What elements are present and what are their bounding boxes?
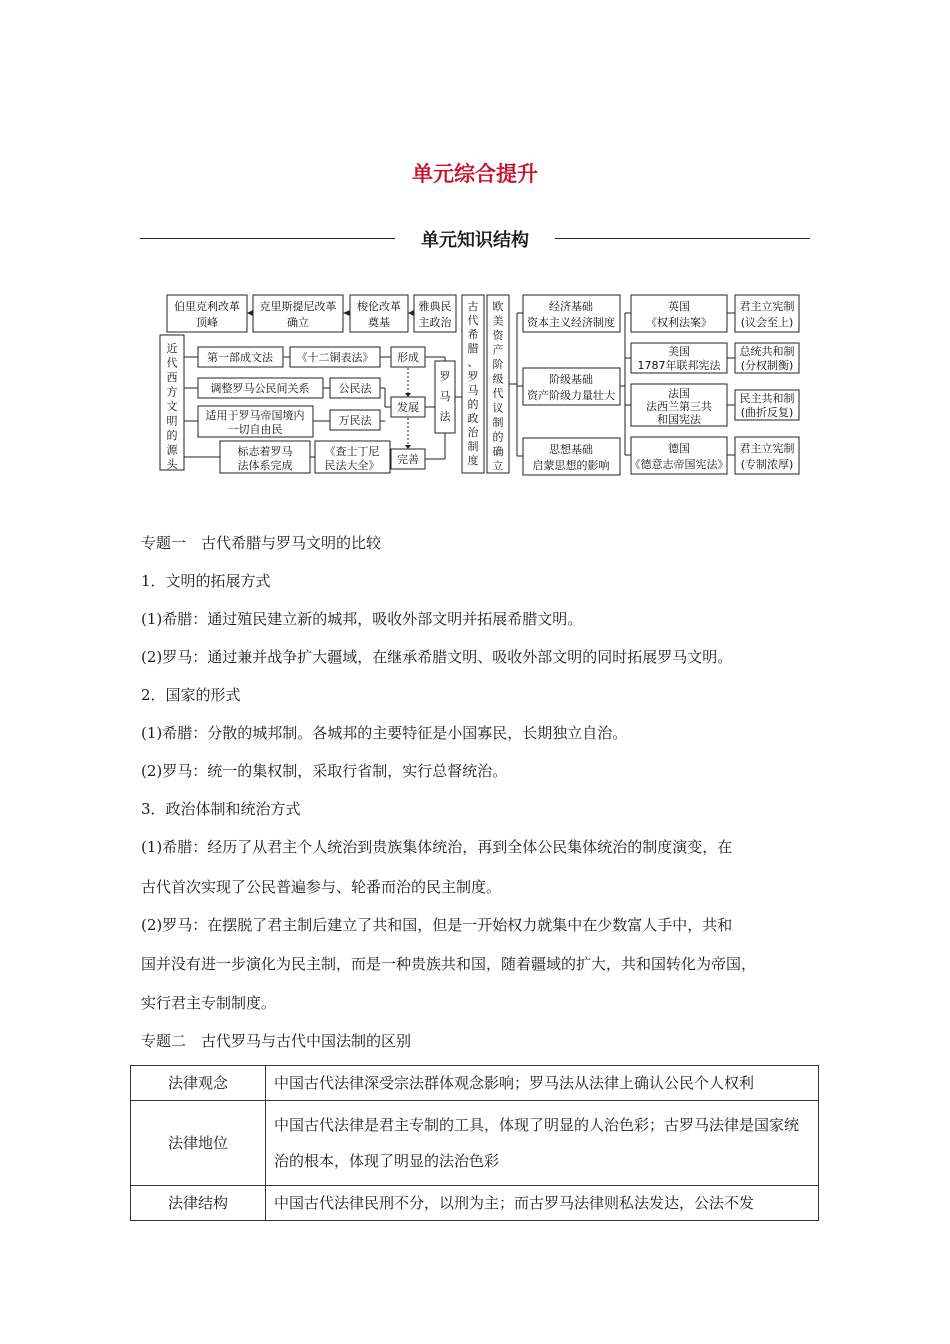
section-heading-text: 单元知识结构 — [421, 230, 529, 251]
modern-column-char: 欧 — [492, 300, 504, 313]
country-2-line2: 1787年联邦宪法 — [637, 359, 721, 372]
item-3-heading: 3．政治体制和统治方式 — [141, 800, 301, 818]
law-row-1-left: 第一部成文法 — [207, 351, 273, 364]
ancient-column-char: 腊 — [467, 342, 479, 355]
country-1-line1: 英国 — [668, 300, 690, 313]
top-box-4-line2: 主政治 — [418, 316, 452, 329]
paragraph-line: (2)罗马：通过兼并战争扩大疆域，在继承希腊文明、吸收外部文明的同时拓展罗马文明。 — [141, 648, 733, 666]
ancient-column-char: 希 — [467, 328, 479, 341]
ancient-column-char: 治 — [467, 426, 479, 439]
paragraph-line: (2)罗马：统一的集权制，采取行省制，实行总督统治。 — [141, 762, 508, 780]
law-row-2-left: 调整罗马公民间关系 — [210, 382, 310, 395]
law-row-4-stage: 完善 — [397, 453, 419, 466]
paragraph-line: 国并没有进一步演化为民主制，而是一种贵族共和国，随着疆域的扩大，共和国转化为帝国， — [141, 955, 757, 973]
foundation-1-line2: 资本主义经济制度 — [527, 316, 615, 329]
ancient-column-char: 古 — [467, 300, 479, 313]
paragraph-line: 古代首次实现了公民普遍参与、轮番而治的民主制度。 — [141, 878, 502, 896]
country-3-line2: 法西兰第三共 — [646, 400, 712, 413]
topic-2-heading: 专题二 古代罗马与古代中国法制的区别 — [141, 1032, 412, 1050]
table-value: 中国古代法律深受宗法群体观念影响；罗马法从法律上确认公民个人权利 — [266, 1066, 819, 1101]
law-row-1-mid: 《十二铜表法》 — [296, 351, 374, 364]
paragraph-line: (1)希腊：分散的城邦制。各城邦的主要特征是小国寡民，长期独立自治。 — [141, 724, 628, 742]
source-column-char: 近 — [166, 342, 178, 355]
source-column-char: 的 — [166, 429, 178, 442]
modern-column-char: 产 — [492, 343, 504, 357]
law-row-3-left-2: 一切自由民 — [227, 423, 283, 436]
modern-column-char: 阶 — [492, 358, 504, 371]
topic-1-heading: 专题一 古代希腊与罗马文明的比较 — [141, 534, 382, 552]
foundation-3-line1: 思想基础 — [549, 443, 593, 456]
ancient-column-char: 政 — [467, 412, 479, 425]
table-row — [131, 1066, 819, 1101]
source-column-char: 明 — [166, 414, 178, 428]
top-box-3-line1: 梭伦改革 — [357, 300, 401, 313]
modern-column-char: 资 — [492, 329, 504, 342]
knowledge-structure-diagram — [155, 290, 805, 480]
modern-column-char: 美 — [492, 314, 504, 328]
country-4-line1: 德国 — [668, 442, 690, 455]
source-column-char: 文 — [166, 400, 178, 413]
country-1-line2: 《权利法案》 — [646, 316, 712, 329]
law-row-4-left-1: 标志着罗马 — [237, 445, 293, 458]
foundation-2-line1: 阶级基础 — [549, 373, 593, 386]
system-1-line2: (议会至上) — [740, 316, 794, 329]
modern-column-char: 立 — [492, 459, 504, 473]
section-heading — [140, 226, 810, 252]
top-box-2-line2: 确立 — [287, 316, 309, 329]
roman-law-column-char: 马 — [439, 390, 451, 403]
page-title: 单元综合提升 — [412, 162, 538, 186]
ancient-column-char: 马 — [467, 384, 479, 397]
paragraph-line: (1)希腊：通过殖民建立新的城邦，吸收外部文明并拓展希腊文明。 — [141, 610, 583, 628]
law-comparison-table — [130, 1065, 819, 1221]
ancient-column-char: 代 — [467, 314, 479, 327]
modern-column-char: 的 — [492, 430, 504, 444]
paragraph-line: (2)罗马：在摆脱了君主制后建立了共和国，但是一开始权力就集中在少数富人手中，共和 — [141, 916, 733, 934]
table-value: 中国古代法律民刑不分，以刑为主；而古罗马法律则私法发达，公法不发 — [266, 1186, 819, 1221]
roman-law-column-char: 罗 — [439, 370, 451, 383]
system-4-line1: 君主立宪制 — [739, 442, 795, 455]
item-1-heading: 1．文明的拓展方式 — [141, 572, 271, 590]
country-3-line1: 法国 — [668, 387, 690, 400]
top-box-2-line1: 克里斯提尼改革 — [259, 300, 337, 313]
modern-column-char: 制 — [492, 416, 504, 429]
table-row — [131, 1186, 819, 1221]
ancient-column-char: 、 — [467, 356, 479, 369]
paragraph-line: 实行君主专制制度。 — [141, 994, 277, 1012]
ancient-column-char: 制 — [467, 440, 479, 453]
foundation-1-line1: 经济基础 — [549, 300, 593, 313]
source-column-char: 头 — [166, 458, 178, 471]
modern-column-char: 级 — [492, 372, 504, 386]
table-row — [131, 1101, 819, 1186]
country-4-line2: 《德意志帝国宪法》 — [629, 458, 729, 471]
modern-column-char: 议 — [492, 401, 504, 415]
law-row-1-stage: 形成 — [397, 351, 419, 364]
modern-column-char: 代 — [492, 387, 504, 400]
table-key: 法律观念 — [131, 1066, 266, 1101]
law-row-2-stage: 发展 — [397, 401, 419, 414]
source-column-char: 源 — [166, 443, 178, 457]
system-2-line1: 总统共和制 — [739, 345, 795, 358]
table-key: 法律结构 — [131, 1186, 266, 1221]
paragraph-line: (1)希腊：经历了从君主个人统治到贵族集体统治，再到全体公民集体统治的制度演变，在 — [141, 838, 733, 856]
law-row-3-left-1: 适用于罗马帝国境内 — [205, 409, 305, 422]
ancient-column-char: 罗 — [467, 370, 479, 383]
foundation-2-line2: 资产阶级力量壮大 — [527, 389, 615, 402]
source-column-char: 方 — [166, 385, 178, 399]
top-box-1-line2: 顶峰 — [196, 316, 218, 329]
divider-right — [555, 238, 810, 239]
modern-column-char: 确 — [492, 445, 504, 458]
foundation-3-line2: 启蒙思想的影响 — [532, 459, 610, 472]
system-3-line1: 民主共和制 — [739, 392, 795, 405]
system-1-line1: 君主立宪制 — [739, 300, 795, 313]
law-row-4-mid-2: 民法大全》 — [324, 459, 380, 472]
country-2-line1: 美国 — [668, 345, 690, 358]
item-2-heading: 2．国家的形式 — [141, 686, 241, 704]
system-3-line2: (曲折反复) — [740, 406, 794, 419]
ancient-column-char: 度 — [467, 454, 479, 467]
country-3-line3: 和国宪法 — [657, 413, 701, 426]
law-row-2-mid: 公民法 — [338, 382, 372, 395]
table-key: 法律地位 — [131, 1101, 266, 1186]
law-row-4-mid-1: 《查士丁尼 — [324, 445, 380, 458]
law-row-4-left-2: 法体系完成 — [237, 459, 293, 472]
system-2-line2: (分权制衡) — [740, 359, 794, 372]
law-row-3-mid: 万民法 — [338, 414, 372, 427]
top-box-4-line1: 雅典民 — [418, 300, 452, 313]
ancient-column-char: 的 — [467, 398, 479, 411]
roman-law-column-char: 法 — [439, 410, 451, 423]
top-box-1-line1: 伯里克利改革 — [174, 300, 240, 313]
source-column-char: 西 — [166, 371, 178, 384]
top-box-3-line2: 奠基 — [368, 316, 390, 329]
table-value: 中国古代法律是君主专制的工具，体现了明显的人治色彩；古罗马法律是国家统治的根本，体现了明显的法治色彩 — [266, 1101, 819, 1186]
system-4-line2: (专制浓厚) — [740, 458, 794, 471]
source-column-char: 代 — [166, 356, 178, 370]
